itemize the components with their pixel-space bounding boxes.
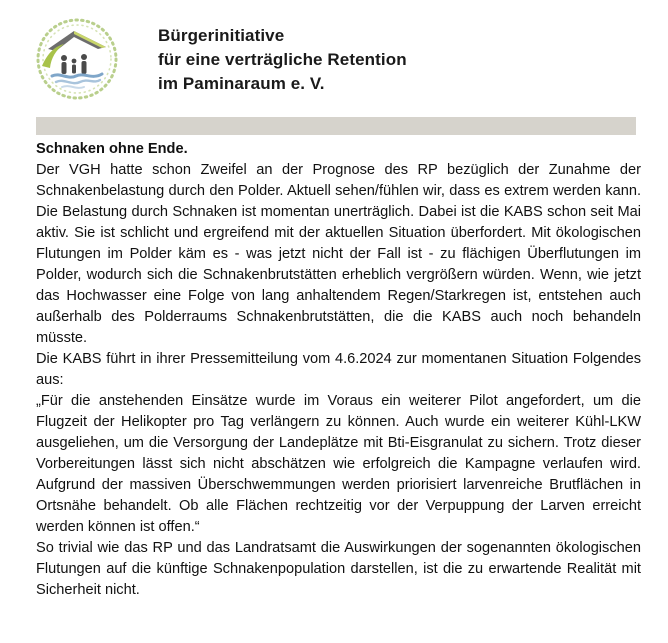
article-quote: „Für die anstehenden Einsätze wurde im Voraus ein weiterer Pilot angefordert, um die Flugzeit der Helikopter pro Tag verlängern zu können. Auch wurde ein weiterer Kühl-LKW ausgeliehen, um die Versorgung der Landeplätze mit Bti-Eisgranulat zu sichern. Trotz dieser Vorbereitungen lässt sich nicht abschätzen wie erfolgreich die Kampagne verlaufen wird. Aufgrund der massiven Überschwemmungen werden priorisiert larvenreiche Brutflächen in Ortsnähe behandelt. Ob alle Flächen rechtzeitig vor der Verpuppung der Larven erreicht werden können ist offen.“ [36, 393, 641, 535]
org-line-1: Bürgerinitiative [158, 26, 285, 45]
header-divider-bar [36, 117, 636, 135]
family-icon [61, 54, 87, 74]
org-line-2: für eine verträgliche Retention [158, 50, 407, 69]
house-family-waves-logo [34, 16, 120, 102]
article [36, 139, 641, 601]
article-title: Schnaken ohne Ende. [36, 141, 188, 157]
org-line-3: im Paminaraum e. V. [158, 74, 325, 93]
water-waves-icon [52, 74, 102, 88]
article-paragraph-1: Der VGH hatte schon Zweifel an der Prognose des RP bezüglich der Zunahme der Schnakenbelastung durch den Polder. Aktuell sehen/fühlen wir, dass es extrem werden kann. Die Belastung durch Schnaken ist momentan unerträglich. Dabei ist die KABS schon seit Mai aktiv. Sie ist schlicht und ergreifend mit der aktuellen Situation überfordert. Mit ökologischen Flutungen im Polder käm es - was jetzt nicht der Fall ist - zu flächigen Überflutungen im Polder, wodurch sich die Schnakenbrutstätten erheblich vergrößern würden. Wenn, wie jetzt das Hochwasser eine Folge von lang anhaltendem Regen/Starkregen ist, entstehen auch außerhalb des Polderraums Schnakenbrutstätten, die die KABS auch noch behandeln müsste. [36, 162, 641, 346]
article-paragraph-4: So trivial wie das RP und das Landratsamt die Auswirkungen der sogenannten ökologischen Flutungen auf die künftige Schnakenpopulation darstellen, ist die zu erwartende Realität mit Sicherheit nicht. [36, 540, 641, 598]
organization-name [158, 24, 407, 96]
letterhead [0, 0, 668, 110]
article-paragraph-2: Die KABS führt in ihrer Pressemitteilung vom 4.6.2024 zur momentanen Situation Folgendes aus: [36, 351, 641, 388]
